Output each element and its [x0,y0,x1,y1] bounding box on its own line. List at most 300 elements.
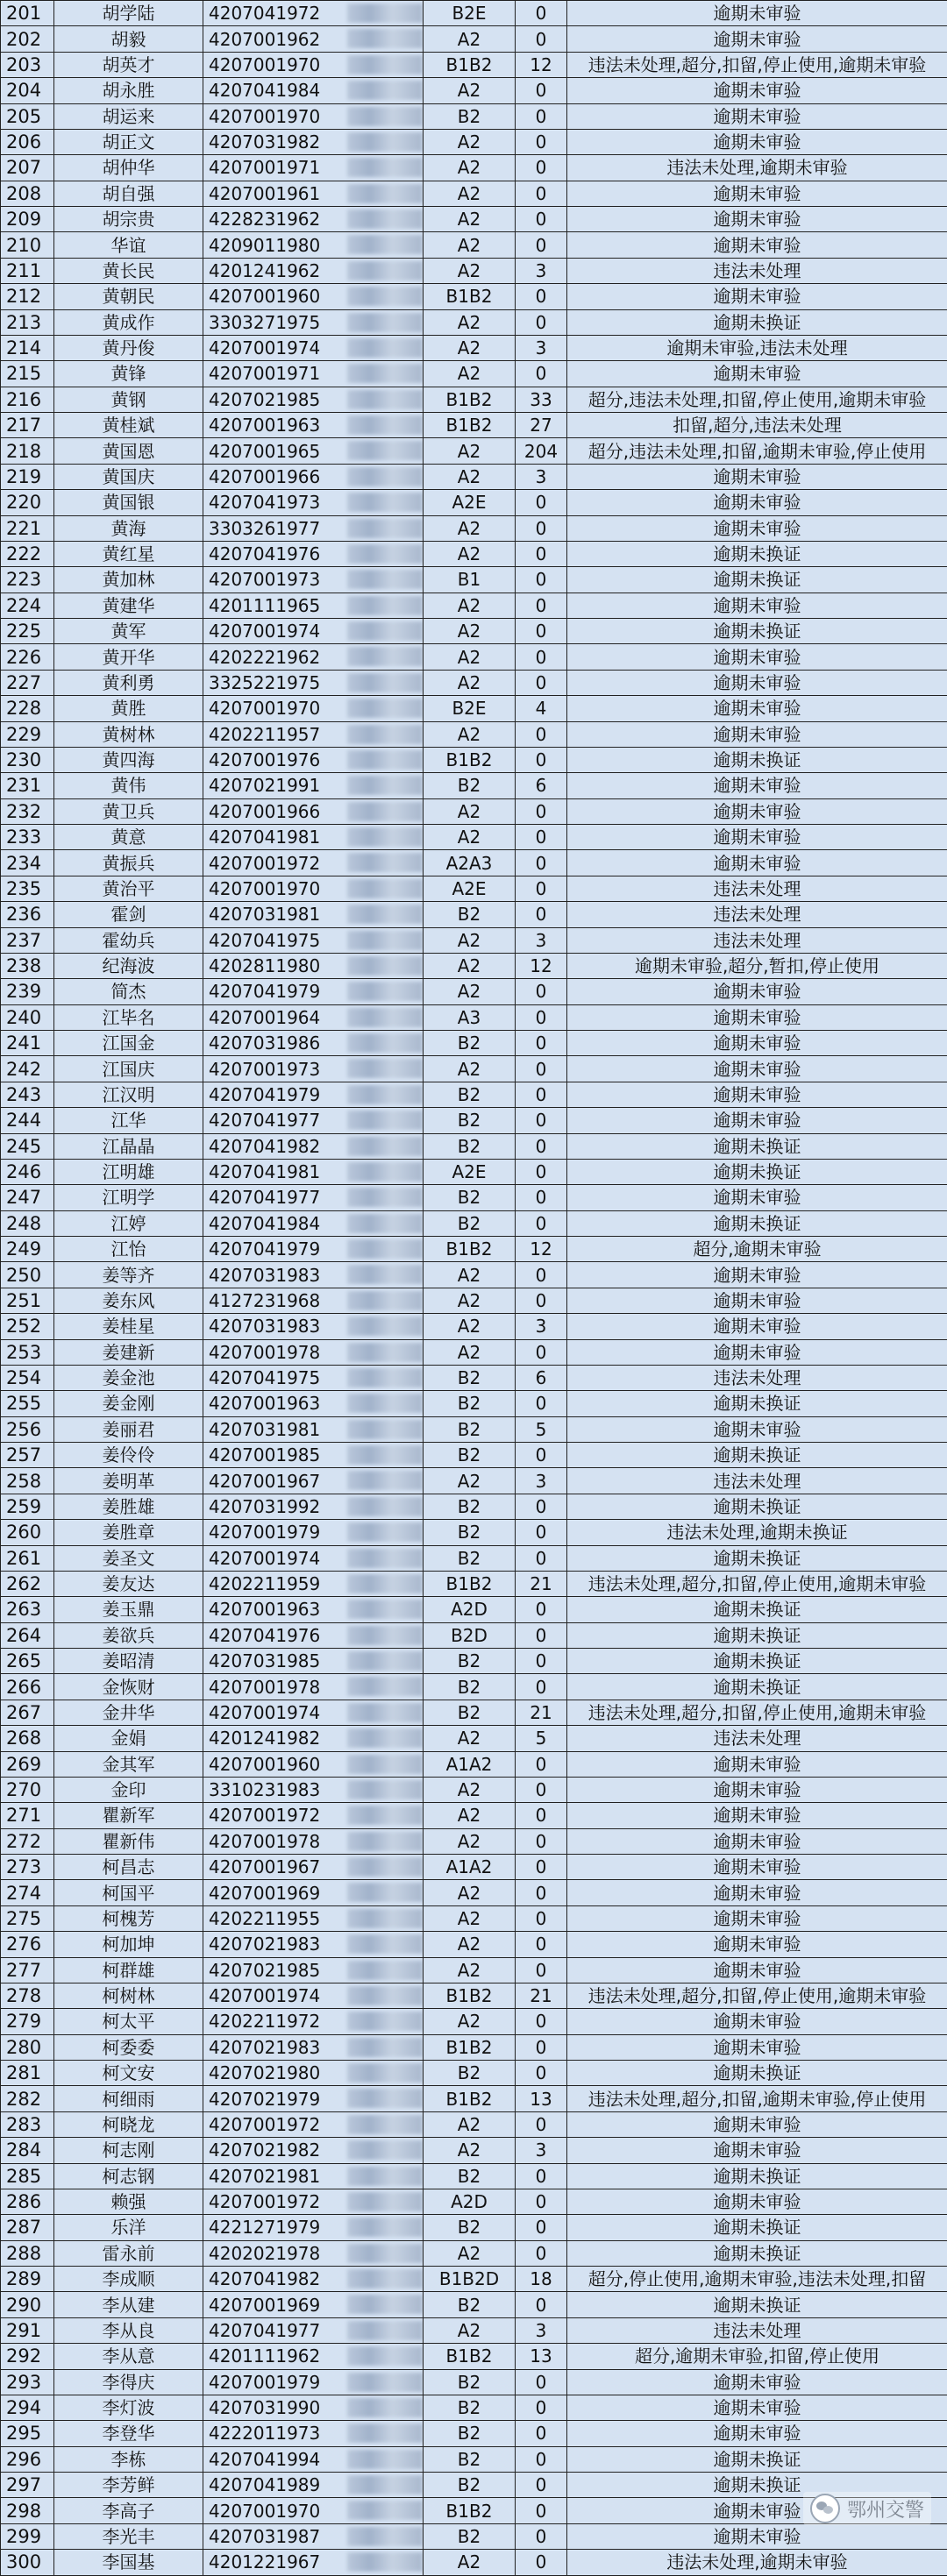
status: 逾期未审验 [567,2189,947,2214]
table-row [1,1494,947,1519]
points: 204 [516,438,567,464]
redaction-blur [347,1265,423,1284]
license-class: B2 [424,1185,516,1210]
points: 0 [516,361,567,387]
table-row [1,670,947,695]
id-number: 4207001971 [203,155,424,181]
license-class: B1B2 [424,747,516,772]
redaction-blur [347,1986,423,2005]
points: 0 [516,2189,567,2214]
status: 逾期未换证 [567,1159,947,1184]
driver-name: 柯委委 [54,2034,203,2060]
table-row [1,2369,947,2395]
status: 逾期未审验 [567,464,947,489]
row-number: 224 [1,593,54,618]
row-number: 207 [1,155,54,181]
driver-name: 黄成作 [54,309,203,335]
redaction-blur [347,1934,423,1954]
row-number: 292 [1,2344,54,2369]
license-class: A2 [424,309,516,335]
row-number: 269 [1,1751,54,1777]
license-class: A2 [424,2240,516,2266]
license-class: A2 [424,619,516,644]
redaction-blur [347,235,423,254]
redaction-blur [347,338,423,358]
license-class: B2D [424,1622,516,1648]
row-number: 284 [1,2138,54,2163]
redaction-blur [347,132,423,152]
license-class: A2 [424,1932,516,1957]
table-row [1,258,947,283]
redaction-blur [347,2321,423,2340]
table-row [1,2189,947,2214]
id-number: 4207041984 [203,78,424,103]
row-number: 300 [1,2550,54,2575]
driver-name: 金印 [54,1777,203,1802]
redaction-blur [347,158,423,177]
row-number: 295 [1,2421,54,2446]
license-class: B1B2 [424,413,516,438]
status: 超分,违法未处理,扣留,停止使用,逾期未审验 [567,387,947,412]
table-row [1,593,947,618]
driver-name: 柯加坤 [54,1932,203,1957]
license-class: B2 [424,2473,516,2498]
redaction-blur [347,1188,423,1207]
points: 12 [516,52,567,77]
row-number: 287 [1,2215,54,2240]
id-number: 4207041994 [203,2446,424,2472]
license-class: B2 [424,2446,516,2472]
points: 0 [516,1,567,26]
redaction-blur [347,29,423,48]
status: 逾期未审验 [567,773,947,798]
points: 0 [516,207,567,232]
table-row [1,335,947,360]
license-class: B2 [424,1031,516,1056]
id-number: 4207021985 [203,1957,424,1983]
points: 0 [516,2550,567,2575]
license-class: B2E [424,1,516,26]
redaction-blur [347,802,423,821]
points: 0 [516,1957,567,1983]
license-class: A2 [424,2550,516,2575]
license-class: A2 [424,541,516,566]
driver-name: 柯志刚 [54,2138,203,2163]
row-number: 218 [1,438,54,464]
table-row [1,232,947,258]
license-class: B2 [424,1494,516,1519]
license-class: A2 [424,207,516,232]
table-row [1,902,947,927]
row-number: 233 [1,825,54,850]
row-number: 256 [1,1416,54,1442]
license-class: A2 [424,155,516,181]
license-class: A2D [424,1597,516,1622]
row-number: 231 [1,773,54,798]
table-row [1,1108,947,1133]
points: 0 [516,155,567,181]
license-class: A2 [424,2009,516,2034]
driver-name: 纪海波 [54,953,203,978]
points: 0 [516,747,567,772]
driver-name: 金井华 [54,1700,203,1725]
points: 0 [516,1751,567,1777]
status: 超分,违法未处理,扣留,逾期未审验,停止使用 [567,438,947,464]
status: 逾期未审验 [567,825,947,850]
redaction-blur [347,1008,423,1027]
id-number: 4207021991 [203,773,424,798]
status: 逾期未审验,超分,暂扣,停止使用 [567,953,947,978]
driver-name: 金恢财 [54,1674,203,1700]
row-number: 255 [1,1391,54,1416]
id-number: 3310231983 [203,1777,424,1802]
points: 0 [516,2369,567,2395]
points: 12 [516,953,567,978]
driver-name: 黄军 [54,619,203,644]
id-number: 4207001966 [203,798,424,824]
driver-name: 姜友达 [54,1571,203,1596]
license-class: A2D [424,2189,516,2214]
redaction-blur [347,2192,423,2211]
status: 逾期未审验 [567,644,947,670]
status: 逾期未审验 [567,207,947,232]
table-row [1,464,947,489]
redaction-blur [347,1857,423,1877]
status: 逾期未换证 [567,1210,947,1236]
id-number: 4207041972 [203,1,424,26]
driver-name: 柯晓龙 [54,2111,203,2137]
driver-name: 李栋 [54,2446,203,2472]
table-row [1,2344,947,2369]
row-number: 236 [1,902,54,927]
id-number: 4201111965 [203,593,424,618]
id-number: 4207041973 [203,490,424,515]
row-number: 298 [1,2498,54,2523]
driver-name: 黄海 [54,515,203,541]
redaction-blur [347,1316,423,1336]
redaction-blur [347,1445,423,1465]
driver-name: 姜建新 [54,1339,203,1365]
table-row [1,1004,947,1030]
points: 18 [516,2267,567,2292]
redaction-blur [347,2295,423,2314]
wechat-icon [810,2494,840,2523]
redaction-blur [347,725,423,744]
table-row [1,876,947,901]
redaction-blur [347,544,423,564]
points: 0 [516,902,567,927]
points: 0 [516,1494,567,1519]
status: 逾期未审验 [567,1416,947,1442]
points: 3 [516,1314,567,1339]
points: 6 [516,773,567,798]
points: 3 [516,2138,567,2163]
status: 超分,逾期未审验,扣留,停止使用 [567,2344,947,2369]
status: 违法未处理,超分,扣留,逾期未审验,停止使用 [567,2086,947,2111]
status: 逾期未审验 [567,361,947,387]
status: 逾期未换证 [567,2473,947,2498]
driver-name: 李登华 [54,2421,203,2446]
redaction-blur [347,2552,423,2572]
row-number: 262 [1,1571,54,1596]
id-number: 4207041989 [203,2473,424,2498]
row-number: 278 [1,1983,54,2008]
redaction-blur [347,1651,423,1671]
license-class: A1A2 [424,1751,516,1777]
license-class: A2 [424,798,516,824]
license-class: B2 [424,902,516,927]
driver-name: 黄锋 [54,361,203,387]
status: 违法未处理,超分,扣留,停止使用,逾期未审验 [567,1700,947,1725]
driver-name: 胡毅 [54,26,203,52]
status: 逾期未审验 [567,490,947,515]
driver-name: 霍剑 [54,902,203,927]
points: 0 [516,876,567,901]
license-class: A2 [424,1314,516,1339]
points: 0 [516,670,567,695]
row-number: 232 [1,798,54,824]
redaction-blur [347,1755,423,1774]
table-row [1,1571,947,1596]
row-number: 274 [1,1880,54,1905]
license-class: A2 [424,953,516,978]
row-number: 247 [1,1185,54,1210]
row-number: 263 [1,1597,54,1622]
row-number: 228 [1,696,54,721]
driver-name: 黄国银 [54,490,203,515]
driver-name: 姜昭清 [54,1649,203,1674]
driver-name: 姜明革 [54,1468,203,1494]
id-number: 4221271979 [203,2215,424,2240]
table-row [1,2111,947,2137]
row-number: 288 [1,2240,54,2266]
table-row [1,2086,947,2111]
table-row [1,2215,947,2240]
status: 逾期未换证 [567,2163,947,2189]
status: 违法未处理,逾期未换证 [567,1520,947,1545]
redaction-blur [347,2115,423,2134]
row-number: 229 [1,721,54,747]
table-row [1,2317,947,2343]
license-class: B2 [424,2061,516,2086]
points: 0 [516,1649,567,1674]
points: 0 [516,1339,567,1365]
id-number: 4207001973 [203,1056,424,1082]
id-number: 4207001966 [203,464,424,489]
redaction-blur [347,2269,423,2289]
table-row [1,2550,947,2575]
row-number: 277 [1,1957,54,1983]
id-number: 3303261977 [203,515,424,541]
points: 0 [516,181,567,206]
redaction-blur [347,1239,423,1259]
row-number: 251 [1,1288,54,1313]
row-number: 296 [1,2446,54,2472]
license-class: B1B2 [424,1571,516,1596]
id-number: 4207031987 [203,2523,424,2549]
points: 0 [516,1520,567,1545]
status: 逾期未审验 [567,2498,947,2523]
redaction-blur [347,2012,423,2031]
points: 5 [516,1416,567,1442]
points: 0 [516,232,567,258]
points: 5 [516,1726,567,1751]
status: 逾期未审验 [567,2395,947,2420]
driver-name: 李成顺 [54,2267,203,2292]
status: 违法未处理,逾期未审验 [567,155,947,181]
table-row [1,1365,947,1390]
status: 违法未处理,超分,扣留,停止使用,逾期未审验 [567,1983,947,2008]
driver-name: 江晶晶 [54,1133,203,1159]
driver-name: 姜金刚 [54,1391,203,1416]
id-number: 4207031981 [203,902,424,927]
license-class: B2 [424,1545,516,1571]
id-number: 4207041977 [203,1108,424,1133]
table-row [1,2240,947,2266]
table-row [1,567,947,593]
table-row [1,155,947,181]
driver-name: 柯太平 [54,2009,203,2034]
license-class: B2 [424,1649,516,1674]
row-number: 244 [1,1108,54,1133]
table-row [1,1288,947,1313]
points: 0 [516,1855,567,1880]
id-number: 4202211959 [203,1571,424,1596]
status: 逾期未审验 [567,1185,947,1210]
table-row [1,2421,947,2446]
points: 21 [516,1700,567,1725]
license-class: A2 [424,181,516,206]
id-number: 4207001967 [203,1855,424,1880]
row-number: 212 [1,284,54,309]
driver-name: 李从意 [54,2344,203,2369]
points: 0 [516,644,567,670]
table-row [1,1056,947,1082]
id-number: 4207001974 [203,619,424,644]
points: 0 [516,1391,567,1416]
redaction-blur [347,1343,423,1362]
table-row [1,1828,947,1854]
row-number: 246 [1,1159,54,1184]
id-number: 4207001969 [203,1880,424,1905]
id-number: 4207021979 [203,2086,424,2111]
table-row [1,103,947,129]
status: 逾期未换证 [567,747,947,772]
row-number: 238 [1,953,54,978]
table-row [1,2446,947,2472]
license-class: A2 [424,721,516,747]
redaction-blur [347,1111,423,1130]
points: 0 [516,2034,567,2060]
row-number: 210 [1,232,54,258]
id-number: 4207041977 [203,2317,424,2343]
status: 逾期未审验 [567,2111,947,2137]
driver-name: 黄朝民 [54,284,203,309]
redaction-blur [347,1780,423,1799]
status: 逾期未换证 [567,309,947,335]
driver-name: 金娟 [54,1726,203,1751]
table-row [1,2267,947,2292]
status: 逾期未换证 [567,1597,947,1622]
points: 0 [516,1905,567,1931]
driver-name: 江明雄 [54,1159,203,1184]
license-class: B2E [424,696,516,721]
points: 0 [516,490,567,515]
id-number: 4207041982 [203,1133,424,1159]
redaction-blur [347,776,423,795]
status: 逾期未审验 [567,1314,947,1339]
row-number: 240 [1,1004,54,1030]
table-row [1,1133,947,1159]
driver-name: 李芳鲜 [54,2473,203,2498]
row-number: 248 [1,1210,54,1236]
table-row [1,953,947,978]
points: 3 [516,464,567,489]
status: 逾期未审验 [567,1751,947,1777]
driver-name: 姜胜章 [54,1520,203,1545]
id-number: 4222011973 [203,2421,424,2446]
redaction-blur [347,1728,423,1748]
points: 0 [516,541,567,566]
points: 0 [516,78,567,103]
table-row [1,1391,947,1416]
license-class: A2 [424,129,516,154]
status: 逾期未审验 [567,2421,947,2446]
table-row [1,413,947,438]
driver-name: 李光丰 [54,2523,203,2549]
row-number: 254 [1,1365,54,1390]
points: 0 [516,619,567,644]
points: 13 [516,2086,567,2111]
driver-name: 黄胜 [54,696,203,721]
table-row [1,721,947,747]
driver-name: 柯文安 [54,2061,203,2086]
status: 逾期未审验 [567,798,947,824]
driver-name: 江汉明 [54,1082,203,1107]
table-row [1,2395,947,2420]
status: 逾期未审验 [567,1108,947,1133]
row-number: 266 [1,1674,54,1700]
status: 逾期未审验 [567,1,947,26]
table-row [1,387,947,412]
driver-name: 胡学陆 [54,1,203,26]
license-class: A2E [424,1159,516,1184]
id-number: 4207001972 [203,1803,424,1828]
row-number: 215 [1,361,54,387]
id-number: 4207031992 [203,1494,424,1519]
id-number: 4207001963 [203,1391,424,1416]
id-number: 4207041984 [203,1210,424,1236]
row-number: 226 [1,644,54,670]
id-number: 4207031985 [203,1649,424,1674]
redaction-blur [347,931,423,950]
status: 逾期未审验 [567,1288,947,1313]
id-number: 4202811980 [203,953,424,978]
table-row [1,490,947,515]
driver-name: 黄树林 [54,721,203,747]
points: 0 [516,2523,567,2549]
id-number: 3303271975 [203,309,424,335]
points: 33 [516,387,567,412]
license-class: A2 [424,361,516,387]
table-row [1,1416,947,1442]
redaction-blur [347,1909,423,1928]
driver-name: 姜等齐 [54,1262,203,1288]
driver-name: 华谊 [54,232,203,258]
points: 0 [516,979,567,1004]
id-number: 4201241962 [203,258,424,283]
row-number: 279 [1,2009,54,2034]
